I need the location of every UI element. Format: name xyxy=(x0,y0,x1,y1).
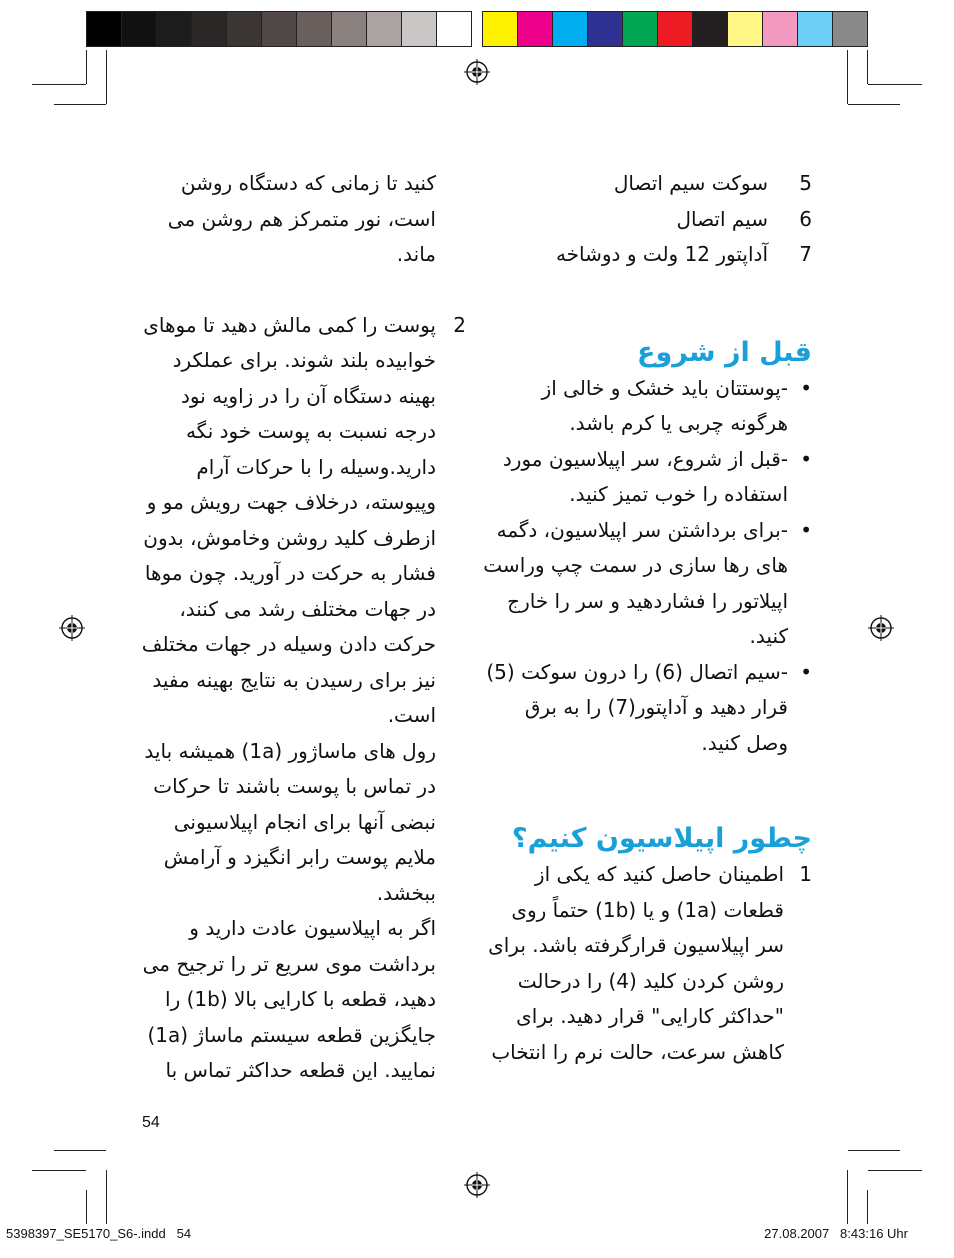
footer-date-info: 27.08.2007 8:43:16 Uhr xyxy=(764,1226,908,1241)
text-line: دهید، قطعه با کارایی بالا (1b) را xyxy=(165,987,436,1011)
text-line: است. xyxy=(387,703,436,727)
crop-mark-top-right-v2 xyxy=(867,50,868,84)
text-line: رول های ماساژور (1a) همیشه باید xyxy=(144,738,436,763)
text-line: جایگزین قطعه سیستم ماساژ (1a) xyxy=(147,1022,436,1047)
gray-swatch xyxy=(367,12,402,46)
text-line: -برای برداشتن سر اپیلاسیون، دگمه xyxy=(496,517,788,542)
text-line: سر اپیلاسیون قرارگرفته باشد. برای xyxy=(488,933,784,957)
color-swatch xyxy=(763,12,798,46)
continued-text xyxy=(138,166,436,273)
color-swatch xyxy=(553,12,588,46)
crop-mark-bottom-left-v xyxy=(106,1170,107,1224)
bullet-icon: • xyxy=(800,659,812,684)
part-label: آداپتور 12 ولت و دوشاخه xyxy=(555,242,768,266)
gray-swatch xyxy=(122,12,157,46)
color-calibration-bar xyxy=(482,11,868,47)
part-number: 6 xyxy=(799,206,812,231)
gray-swatch xyxy=(157,12,192,46)
crop-mark-top-right-h2 xyxy=(848,104,900,105)
text-line: -قبل از شروع، سر اپیلاسیون مورد xyxy=(502,446,788,471)
footer-file-info: 5398397_SE5170_S6-.indd 54 xyxy=(6,1226,192,1241)
bullet-text xyxy=(470,371,788,442)
text-line: درجه نسبت به پوست خود نگه xyxy=(185,419,436,443)
crop-mark-bottom-left-v2 xyxy=(86,1190,87,1224)
bullet-item xyxy=(470,371,812,442)
text-line: حرکت دادن وسیله در جهات مختلف xyxy=(141,632,436,656)
bullet-icon: • xyxy=(800,375,812,400)
text-line: دارید.وسیله را با حرکات آرام xyxy=(196,454,436,479)
gray-swatch xyxy=(192,12,227,46)
bullet-text xyxy=(470,513,788,655)
color-swatch xyxy=(658,12,693,46)
bullet-item xyxy=(470,655,812,762)
text-line: در تماس با پوست باشند تا حرکات xyxy=(153,774,436,798)
color-swatch xyxy=(623,12,658,46)
color-swatch xyxy=(588,12,623,46)
text-line: اگر به اپیلاسیون عادت دارید و xyxy=(189,916,436,940)
text-line: -پوستتان باید خشک و خالی از xyxy=(541,375,788,400)
text-line: ببخشد. xyxy=(376,880,436,905)
part-item-6 xyxy=(470,202,812,238)
section-heading-before-start: قبل از شروع xyxy=(637,336,812,368)
gray-swatch xyxy=(332,12,367,46)
registration-mark-left-icon xyxy=(59,615,85,641)
precaution-bullet-list xyxy=(470,371,812,762)
part-item-7 xyxy=(470,237,812,273)
crop-mark-top-right-h xyxy=(868,84,922,85)
bullet-item xyxy=(470,442,812,513)
crop-mark-bottom-right-v2 xyxy=(867,1190,868,1224)
text-line: استفاده را خوب تمیز کنید. xyxy=(569,482,788,506)
part-item-5 xyxy=(470,166,812,202)
part-number: 5 xyxy=(799,171,812,195)
text-line: ملایم پوست رابر انگیزد و آرامش xyxy=(163,845,436,869)
text-line: نبضی آنها برای انجام اپیلاسیونی xyxy=(173,809,436,834)
color-swatch xyxy=(483,12,518,46)
text-line: -سیم اتصال (6) را درون سوکت (5) xyxy=(486,659,788,684)
bullet-icon: • xyxy=(800,517,812,542)
registration-mark-right-icon xyxy=(868,615,894,641)
text-line: کنید. xyxy=(749,624,788,648)
text-line: فشار به حرکت در آورید. چون موها xyxy=(144,561,436,585)
step-1-text xyxy=(470,857,784,1070)
text-line: اپیلاتور را فشاردهید و سر را خارج xyxy=(507,588,788,613)
text-line: قرار دهید و آداپتور(7) را به برق xyxy=(524,695,788,719)
color-swatch xyxy=(728,12,763,46)
bullet-text xyxy=(470,655,788,762)
gray-swatch xyxy=(437,12,471,46)
color-swatch xyxy=(833,12,867,46)
color-swatch xyxy=(518,12,553,46)
text-line: برداشت موی سریع تر را ترجیح می xyxy=(142,951,436,976)
crop-mark-bottom-right-h2 xyxy=(848,1150,900,1151)
gray-swatch xyxy=(227,12,262,46)
page-number: 54 xyxy=(142,1114,160,1131)
crop-mark-top-left-v xyxy=(106,50,107,104)
step-number: 1 xyxy=(799,862,812,886)
crop-mark-top-left-h xyxy=(32,84,86,85)
registration-mark-bottom-icon xyxy=(464,1172,490,1198)
text-line: کاهش سرعت، حالت نرم را انتخاب xyxy=(491,1039,784,1064)
bullet-icon: • xyxy=(800,446,812,471)
text-line: قطعات (1a) و یا (1b) حتماً روی xyxy=(511,897,784,922)
gray-swatch xyxy=(297,12,332,46)
step-1 xyxy=(470,857,812,1070)
color-swatch xyxy=(798,12,833,46)
registration-mark-top-icon xyxy=(464,59,490,85)
crop-mark-bottom-left-h xyxy=(32,1170,86,1171)
crop-mark-top-left-h2 xyxy=(54,104,106,105)
gray-swatch xyxy=(262,12,297,46)
step-2 xyxy=(138,308,436,1089)
text-line: روشن کردن کلید (4) را درحالت xyxy=(517,968,784,993)
text-line: است، نور متمرکز هم روشن می xyxy=(167,206,436,231)
text-line: ماند. xyxy=(396,242,436,266)
text-line: پوست را کمی مالش دهید تا موهای xyxy=(143,312,436,337)
crop-mark-top-left-v2 xyxy=(86,50,87,84)
bullet-item xyxy=(470,513,812,655)
text-line: کنید تا زمانی که دستگاه روشن xyxy=(180,171,436,195)
text-line: اطمینان حاصل کنید که یکی از xyxy=(534,862,784,886)
gray-swatch xyxy=(402,12,437,46)
text-line: وصل کنید. xyxy=(701,730,788,755)
text-line: نیز برای رسیدن به نتایج بهینه مفید xyxy=(152,667,436,692)
crop-mark-bottom-right-v xyxy=(847,1170,848,1224)
right-column xyxy=(470,166,812,1070)
part-label: سوکت سیم اتصال xyxy=(613,171,768,195)
crop-mark-bottom-right-h xyxy=(868,1170,922,1171)
text-line: خوابیده بلند شوند. برای عملکرد xyxy=(172,348,436,372)
crop-mark-bottom-left-h2 xyxy=(54,1150,106,1151)
grayscale-calibration-bar xyxy=(86,11,472,47)
step-2-number: 2 xyxy=(453,313,466,337)
text-line: "حداکثر کارایی" قرار دهید. برای xyxy=(516,1004,784,1028)
part-number: 7 xyxy=(799,242,812,266)
left-column xyxy=(138,166,466,1089)
text-line: بهینه دستگاه آن را در زاویه نود xyxy=(180,383,436,408)
bullet-text xyxy=(470,442,788,513)
text-line: هرگونه چربی یا کرم باشد. xyxy=(569,411,788,435)
gray-swatch xyxy=(87,12,122,46)
text-line: ازطرف کلید روشن وخاموش، بدون xyxy=(143,525,436,550)
text-line: وپیوسته، درخلاف جهت رویش مو و xyxy=(146,490,436,514)
part-label: سیم اتصال xyxy=(676,206,768,231)
step-2-text xyxy=(138,308,436,1089)
color-swatch xyxy=(693,12,728,46)
section-heading-how-to: چطور اپیلاسیون کنیم؟ xyxy=(511,823,812,854)
text-line: نمایید. این قطعه حداکثر تماس با xyxy=(165,1058,436,1082)
text-line: های رها سازی در سمت چپ وراست xyxy=(483,553,788,577)
crop-mark-top-right-v xyxy=(847,50,848,104)
text-line: در جهات مختلف رشد می کنند، xyxy=(179,596,436,621)
